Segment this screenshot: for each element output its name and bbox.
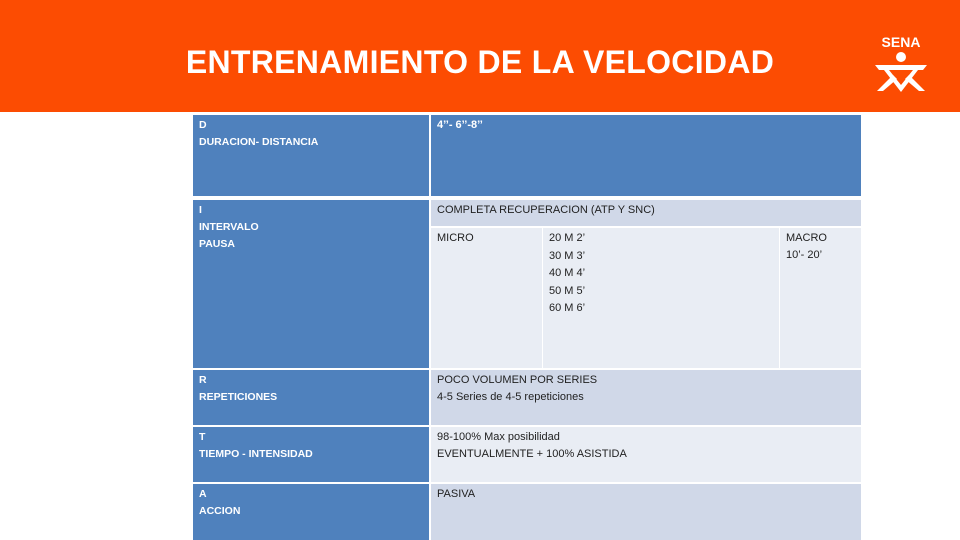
row-d-label: D DURACION- DISTANCIA bbox=[193, 115, 429, 198]
row-a-value: PASIVA bbox=[429, 484, 861, 540]
row-r-value: POCO VOLUMEN POR SERIES 4-5 Series de 4-5 repeticiones bbox=[429, 370, 861, 427]
row-t-label: T TIEMPO - INTENSIDAD bbox=[193, 427, 429, 484]
row-i-macro: MACRO 10’- 20’ bbox=[779, 228, 861, 370]
sena-figure-icon bbox=[871, 51, 931, 93]
row-i-micro-values: 20 M 2’ 30 M 3’ 40 M 4’ 50 M 5’ 60 M 6’ bbox=[542, 228, 779, 370]
page-title: ENTRENAMIENTO DE LA VELOCIDAD bbox=[185, 44, 775, 80]
row-i-micro-label: MICRO bbox=[429, 228, 542, 370]
row-d-value: 4’’- 6’’-8’’ bbox=[429, 115, 861, 198]
header-bar bbox=[0, 0, 960, 112]
row-t-value: 98-100% Max posibilidad EVENTUALMENTE + 100% ASISTIDA bbox=[429, 427, 861, 484]
sena-logo bbox=[866, 34, 936, 94]
row-r-label: R REPETICIONES bbox=[193, 370, 429, 427]
row-i-label: I INTERVALO PAUSA bbox=[193, 200, 429, 370]
row-i-header: COMPLETA RECUPERACION (ATP Y SNC) bbox=[429, 200, 861, 228]
row-a-label: A ACCION bbox=[193, 484, 429, 540]
logo-text: SENA bbox=[881, 34, 921, 50]
